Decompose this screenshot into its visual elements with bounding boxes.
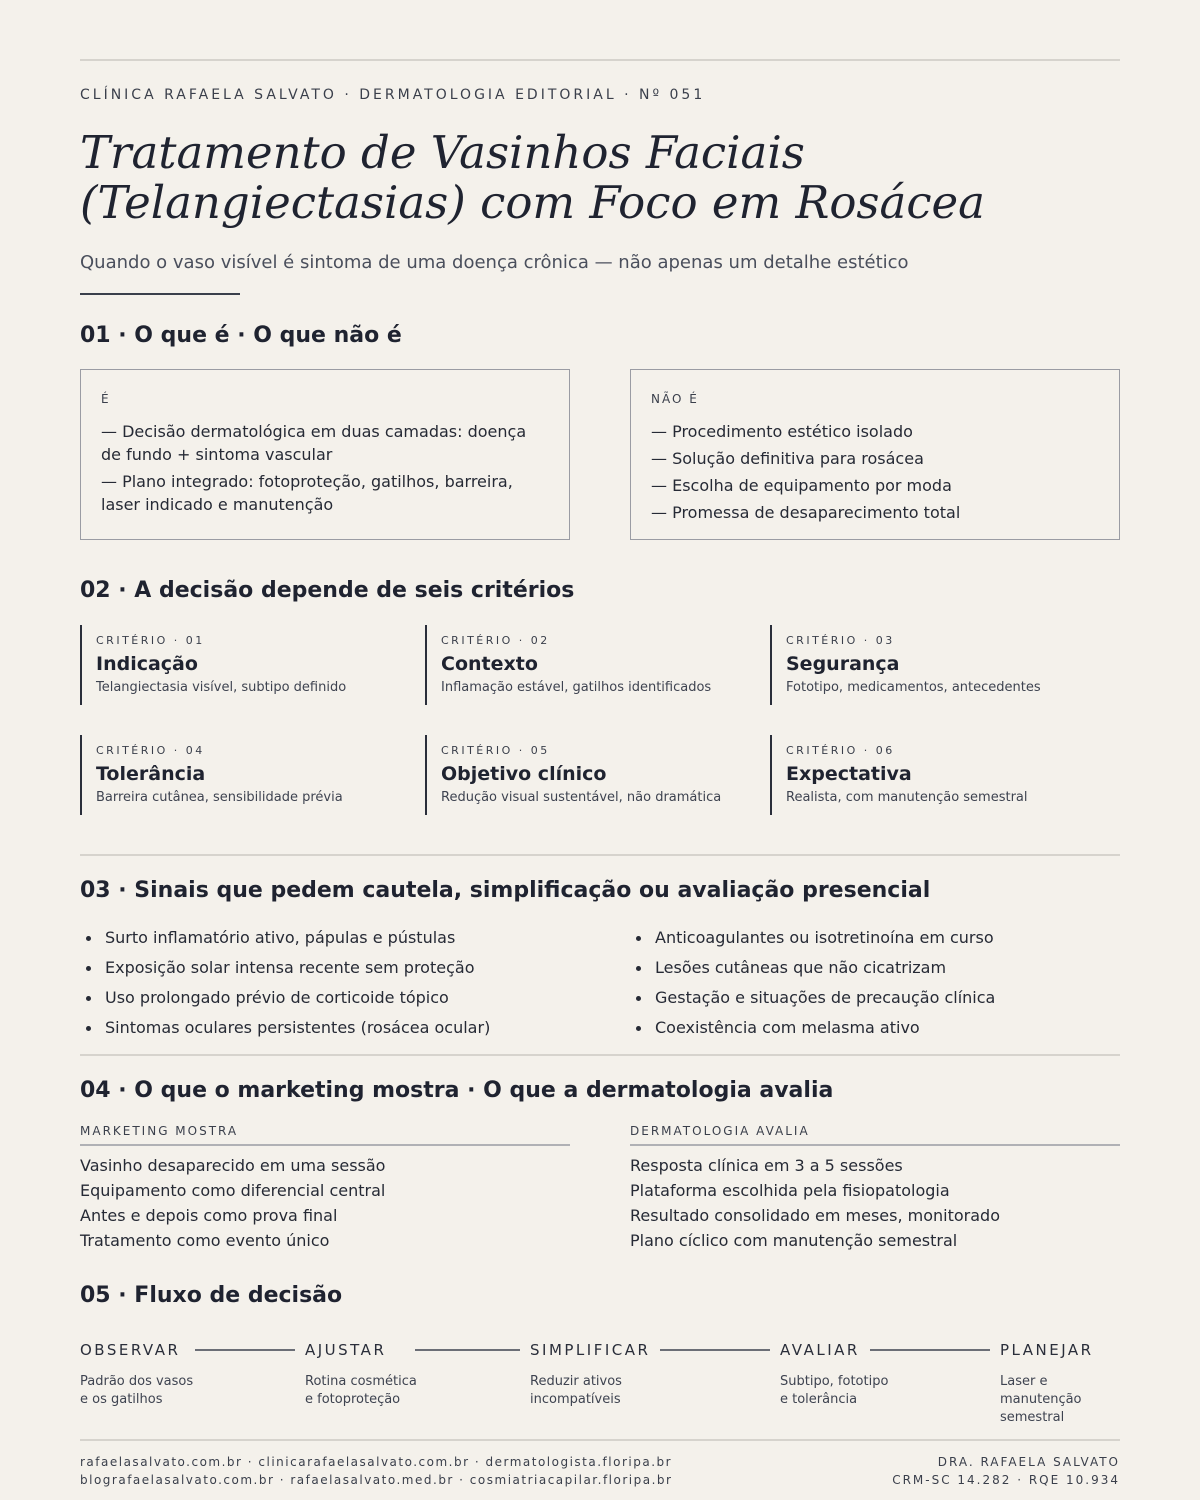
- list-item: Tratamento como evento único: [80, 1231, 330, 1250]
- flow-connector: [195, 1349, 295, 1351]
- flow-step-desc: Subtipo, fototipo e tolerância: [780, 1374, 889, 1407]
- criterion-number: CRITÉRIO · 06: [786, 744, 895, 757]
- list-item: Sintomas oculares persistentes (rosácea ocular): [80, 1013, 580, 1043]
- list-item: Plano cíclico com manutenção semestral: [630, 1231, 958, 1250]
- flow-step-desc: Padrão dos vasos e os gatilhos: [80, 1374, 194, 1407]
- criterion-card: [80, 735, 410, 815]
- list-item: Uso prolongado prévio de corticoide tópico: [80, 983, 580, 1013]
- list-item: Anticoagulantes ou isotretinoína em curso: [630, 923, 1130, 953]
- list-item: Vasinho desaparecido em uma sessão: [80, 1156, 386, 1175]
- footer-credentials: [892, 1453, 1120, 1489]
- flow-step-avaliar: [780, 1341, 888, 1409]
- criterion-desc: Redução visual sustentável, não dramática: [441, 790, 722, 805]
- is-not-box: [630, 369, 1120, 540]
- caution-list-left: [80, 923, 580, 1043]
- subtitle: Quando o vaso visível é sintoma de uma doença crônica — não apenas um detalhe estético: [80, 252, 909, 273]
- flow-step-label: PLANEJAR: [1000, 1341, 1094, 1359]
- flow-step-label: OBSERVAR: [80, 1341, 181, 1359]
- list-item: Plataforma escolhida pela fisiopatologia: [630, 1181, 950, 1200]
- section-2-heading: 02 · A decisão depende de seis critérios: [80, 578, 575, 603]
- criterion-desc: Realista, com manutenção semestral: [786, 790, 1028, 805]
- flow-step-desc: Reduzir ativos incompatíveis: [530, 1374, 622, 1407]
- doctor-name: DRA. RAFAELA SALVATO: [937, 1455, 1120, 1469]
- is-not-item: — Escolha de equipamento por moda: [651, 476, 952, 495]
- section-5-heading: 05 · Fluxo de decisão: [80, 1283, 343, 1308]
- list-item: Resposta clínica em 3 a 5 sessões: [630, 1156, 903, 1175]
- flow-connector: [660, 1349, 770, 1351]
- criterion-number: CRITÉRIO · 05: [441, 744, 550, 757]
- section-divider: [80, 1054, 1120, 1056]
- marketing-list: [80, 1153, 570, 1253]
- flow-connector: [870, 1349, 990, 1351]
- footer-links-line: rafaelasalvato.com.br · clinicarafaelasalvato.com.br · dermatologista.floripa.br: [80, 1455, 673, 1469]
- title-underline: [80, 293, 240, 295]
- criterion-desc: Inflamação estável, gatilhos identificados: [441, 680, 712, 695]
- list-item: Lesões cutâneas que não cicatrizam: [630, 953, 1130, 983]
- criterion-title: Objetivo clínico: [441, 763, 607, 785]
- is-not-item: — Procedimento estético isolado: [651, 422, 913, 441]
- is-box: [80, 369, 570, 540]
- caution-list-right: [630, 923, 1130, 1043]
- page-title: [80, 128, 1120, 228]
- footer-links-line: blografaelasalvato.com.br · rafaelasalvato.med.br · cosmiatriacapilar.floripa.br: [80, 1473, 673, 1487]
- criterion-title: Segurança: [786, 653, 900, 675]
- footer-links: [80, 1453, 672, 1489]
- doctor-registry: CRM-SC 14.282 · RQE 10.934: [892, 1473, 1120, 1487]
- top-divider: [80, 59, 1120, 61]
- flow-step-desc: Rotina cosmética e fotoproteção: [305, 1374, 417, 1407]
- criterion-desc: Telangiectasia visível, subtipo definido: [96, 680, 347, 695]
- criterion-title: Expectativa: [786, 763, 912, 785]
- footer-divider: [80, 1439, 1120, 1441]
- dermatology-label: DERMATOLOGIA AVALIA: [630, 1124, 810, 1138]
- section-3-heading: 03 · Sinais que pedem cautela, simplificação ou avaliação presencial: [80, 878, 931, 903]
- criterion-number: CRITÉRIO · 03: [786, 634, 895, 647]
- flow-step-label: AVALIAR: [780, 1341, 860, 1359]
- criterion-title: Contexto: [441, 653, 538, 675]
- list-item: Coexistência com melasma ativo: [630, 1013, 1130, 1043]
- criterion-desc: Barreira cutânea, sensibilidade prévia: [96, 790, 343, 805]
- flow-connector: [415, 1349, 520, 1351]
- criterion-card: [425, 735, 755, 815]
- section-1-heading: 01 · O que é · O que não é: [80, 323, 402, 348]
- criterion-card: [425, 625, 755, 705]
- is-item: — Decisão dermatológica em duas camadas: doença de fundo + sintoma vascular: [101, 422, 527, 464]
- marketing-label: MARKETING MOSTRA: [80, 1124, 239, 1138]
- title-line-2: (Telangiectasias) com Foco em Rosácea: [80, 176, 986, 229]
- criterion-title: Indicação: [96, 653, 198, 675]
- is-label: É: [101, 392, 111, 406]
- list-item: Equipamento como diferencial central: [80, 1181, 386, 1200]
- list-item: Gestação e situações de precaução clínica: [630, 983, 1130, 1013]
- list-item: Surto inflamatório ativo, pápulas e pústulas: [80, 923, 580, 953]
- flow-step-label: SIMPLIFICAR: [530, 1341, 651, 1359]
- is-not-label: NÃO É: [651, 392, 699, 406]
- list-item: Antes e depois como prova final: [80, 1206, 338, 1225]
- flow-step-planejar: [1000, 1341, 1120, 1427]
- flow-step-simplificar: [530, 1341, 650, 1409]
- marketing-rule: [80, 1144, 570, 1146]
- criterion-number: CRITÉRIO · 02: [441, 634, 550, 647]
- is-not-item: — Solução definitiva para rosácea: [651, 449, 924, 468]
- criterion-number: CRITÉRIO · 04: [96, 744, 205, 757]
- kicker: CLÍNICA RAFAELA SALVATO · DERMATOLOGIA EDITORIAL · Nº 051: [80, 87, 706, 103]
- is-not-item: — Promessa de desaparecimento total: [651, 503, 961, 522]
- section-divider: [80, 854, 1120, 856]
- flow-step-ajustar: [305, 1341, 417, 1409]
- list-item: Resultado consolidado em meses, monitorado: [630, 1206, 1000, 1225]
- criterion-title: Tolerância: [96, 763, 206, 785]
- flow-step-label: AJUSTAR: [305, 1341, 387, 1359]
- criterion-card: [770, 625, 1100, 705]
- dermatology-list: [630, 1153, 1120, 1253]
- criterion-number: CRITÉRIO · 01: [96, 634, 205, 647]
- flow-step-observar: [80, 1341, 193, 1409]
- flow-step-desc: Laser e manutenção semestral: [1000, 1374, 1082, 1425]
- dermatology-rule: [630, 1144, 1120, 1146]
- is-item: — Plano integrado: fotoproteção, gatilhos, barreira, laser indicado e manutenção: [101, 472, 513, 514]
- criterion-desc: Fototipo, medicamentos, antecedentes: [786, 680, 1041, 695]
- section-4-heading: 04 · O que o marketing mostra · O que a dermatologia avalia: [80, 1078, 834, 1103]
- title-line-1: Tratamento de Vasinhos Faciais: [80, 126, 805, 179]
- criterion-card: [80, 625, 410, 705]
- criterion-card: [770, 735, 1100, 815]
- list-item: Exposição solar intensa recente sem proteção: [80, 953, 580, 983]
